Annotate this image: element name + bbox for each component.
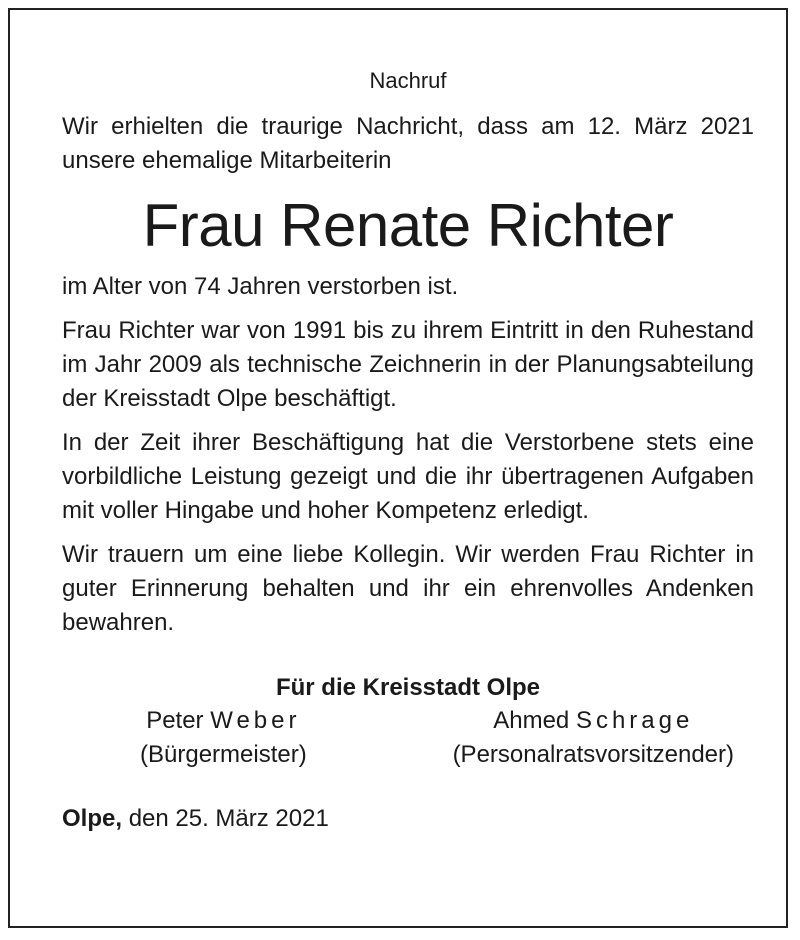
place-date-line	[62, 802, 754, 836]
signing-organization: Für die Kreisstadt Olpe	[275, 674, 541, 701]
notice-border	[8, 8, 788, 928]
intro-text: Wir erhielten die traurige Nachricht, dass am 12. März 2021 unsere ehemalige Mitarbeiterin	[62, 113, 754, 174]
signer-mayor-name	[140, 704, 307, 738]
paragraph-performance: In der Zeit ihrer Beschäftigung hat die Verstorbene stets eine vorbildliche Leistung gezeigt und die ihr übertragenen Aufgaben mit voller Hingabe und hoher Kompetenz erledigt.	[62, 429, 754, 524]
signer-council	[453, 704, 734, 772]
signer-council-name	[453, 704, 734, 738]
deceased-name: Frau Renate Richter	[142, 192, 674, 259]
signer-mayor	[140, 704, 307, 772]
place: Olpe,	[62, 805, 123, 832]
age-line: im Alter von 74 Jahren verstorben ist.	[62, 273, 459, 300]
signer-mayor-last-name: Weber	[210, 707, 301, 734]
obituary-notice	[62, 66, 754, 836]
signer-mayor-role: (Bürgermeister)	[140, 741, 307, 768]
signer-council-last-name: Schrage	[575, 707, 694, 734]
paragraph-mourning: Wir trauern um eine liebe Kollegin. Wir werden Frau Richter in guter Erinnerung behalten und ihr ein ehrenvolles Andenken bewahren.	[62, 541, 754, 636]
notice-heading: Nachruf	[369, 68, 447, 93]
date: den 25. März 2021	[128, 805, 329, 832]
signer-council-role: (Personalratsvorsitzender)	[452, 741, 734, 768]
signer-council-first-name: Ahmed	[493, 707, 570, 734]
paragraph-employment: Frau Richter war von 1991 bis zu ihrem Eintritt in den Ruhestand im Jahr 2009 als technische Zeichnerin in der Planungsabteilung der Kreisstadt Olpe beschäftigt.	[62, 317, 754, 412]
signers	[140, 704, 734, 772]
signer-mayor-first-name: Peter	[146, 707, 204, 734]
